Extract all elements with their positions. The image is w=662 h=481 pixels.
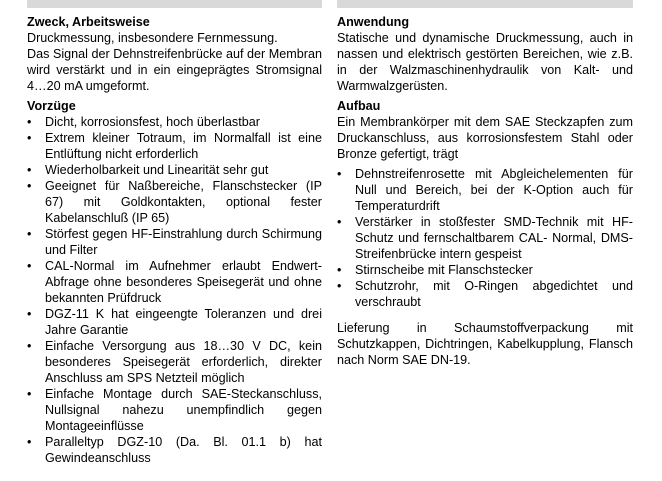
list-item: • Geeignet für Naßbereiche, Flanschstecker (IP 67) mit Goldkontakten, optional fester Kabelanschluß (IP 65) [27, 179, 322, 225]
heading-anwendung: Anwendung [337, 15, 410, 29]
section-rule [27, 0, 322, 8]
right-column [337, 0, 633, 368]
section-aufbau [337, 98, 633, 368]
bullet-icon: • [27, 339, 32, 353]
aufbau-intro: Ein Membrankörper mit dem SAE Steckzapfen zum Druckanschluss, aus korrosionsfestem Stahl oder Bronze gefertigt, trägt [337, 115, 633, 161]
list-item: • Extrem kleiner Totraum, im Normalfall ist eine Entlüftung nicht erforderlich [27, 131, 322, 161]
list-item: • Verstärker in stoßfester SMD-Technik mit HF-Schutz und fernschaltbarem CAL- Normal, DMS-Streifenbrücke intern gespeist [337, 215, 633, 261]
bullet-icon: • [337, 279, 342, 293]
list-item: • Paralleltyp DGZ-10 (Da. Bl. 01.1 b) hat Gewindeanschluss [27, 435, 322, 465]
zweck-paragraph-2: Das Signal der Dehnstreifenbrücke auf der Membran wird verstärkt und in ein eingeprägtes Stromsignal 4…20 mA umgeformt. [27, 47, 322, 93]
bullet-icon: • [27, 131, 32, 145]
list-item: • Dicht, korrosionsfest, hoch überlastbar [27, 115, 260, 129]
aufbau-footer: Lieferung in Schaumstoffverpackung mit Schutzkappen, Dichtringen, Kabelkupplung, Flansch nach Norm SAE DN-19. [337, 321, 633, 367]
bullet-icon: • [337, 263, 342, 277]
bullet-icon: • [27, 227, 32, 241]
section-anwendung [337, 14, 633, 94]
bullet-icon: • [27, 179, 32, 193]
heading-aufbau: Aufbau [337, 99, 381, 113]
aufbau-list [337, 166, 633, 310]
vorzuege-list [27, 114, 322, 466]
list-item: • Störfest gegen HF-Einstrahlung durch Schirmung und Filter [27, 227, 322, 257]
section-zweck [27, 14, 322, 94]
list-item: • Einfache Montage durch SAE-Steckanschluss, Nullsignal nahezu unempfindlich gegen Montageeinflüsse [27, 387, 322, 433]
bullet-icon: • [27, 435, 32, 449]
anwendung-text: Statische und dynamische Druckmessung, auch in nassen und elektrisch gestörten Bereichen, wie z.B. in der Walzmaschinenhydraulik von Kalt- und Warmwalzgerüsten. [337, 31, 633, 93]
list-item: • CAL-Normal im Aufnehmer erlaubt Endwert-Abfrage ohne besonderes Speisegerät und ohne bekannten Prüfdruck [27, 259, 322, 305]
left-column [27, 0, 322, 466]
list-item: • Dehnstreifenrosette mit Abgleichelementen für Null und Bereich, bei der K-Option auch für Temperaturdrift [337, 167, 633, 213]
bullet-icon: • [27, 115, 32, 129]
bullet-icon: • [27, 163, 32, 177]
bullet-icon: • [27, 259, 32, 273]
heading-zweck: Zweck, Arbeitsweise [27, 15, 150, 29]
list-item: • Wiederholbarkeit und Linearität sehr gut [27, 163, 269, 177]
section-rule [337, 0, 633, 8]
bullet-icon: • [27, 307, 32, 321]
bullet-icon: • [337, 215, 342, 229]
heading-vorzuege: Vorzüge [27, 99, 76, 113]
list-item: • DGZ-11 K hat eingeengte Toleranzen und drei Jahre Garantie [27, 307, 322, 337]
list-item: • Schutzrohr, mit O-Ringen abgedichtet und verschraubt [337, 279, 633, 309]
list-item: • Stirnscheibe mit Flanschstecker [337, 263, 533, 277]
list-item: • Einfache Versorgung aus 18…30 V DC, kein besonderes Speisegerät erforderlich, direkter Anschluss am SPS Netzteil möglich [27, 339, 322, 385]
zweck-paragraph-1: Druckmessung, insbesondere Fernmessung. [27, 31, 278, 45]
bullet-icon: • [337, 167, 342, 181]
section-vorzuege [27, 98, 322, 466]
bullet-icon: • [27, 387, 32, 401]
